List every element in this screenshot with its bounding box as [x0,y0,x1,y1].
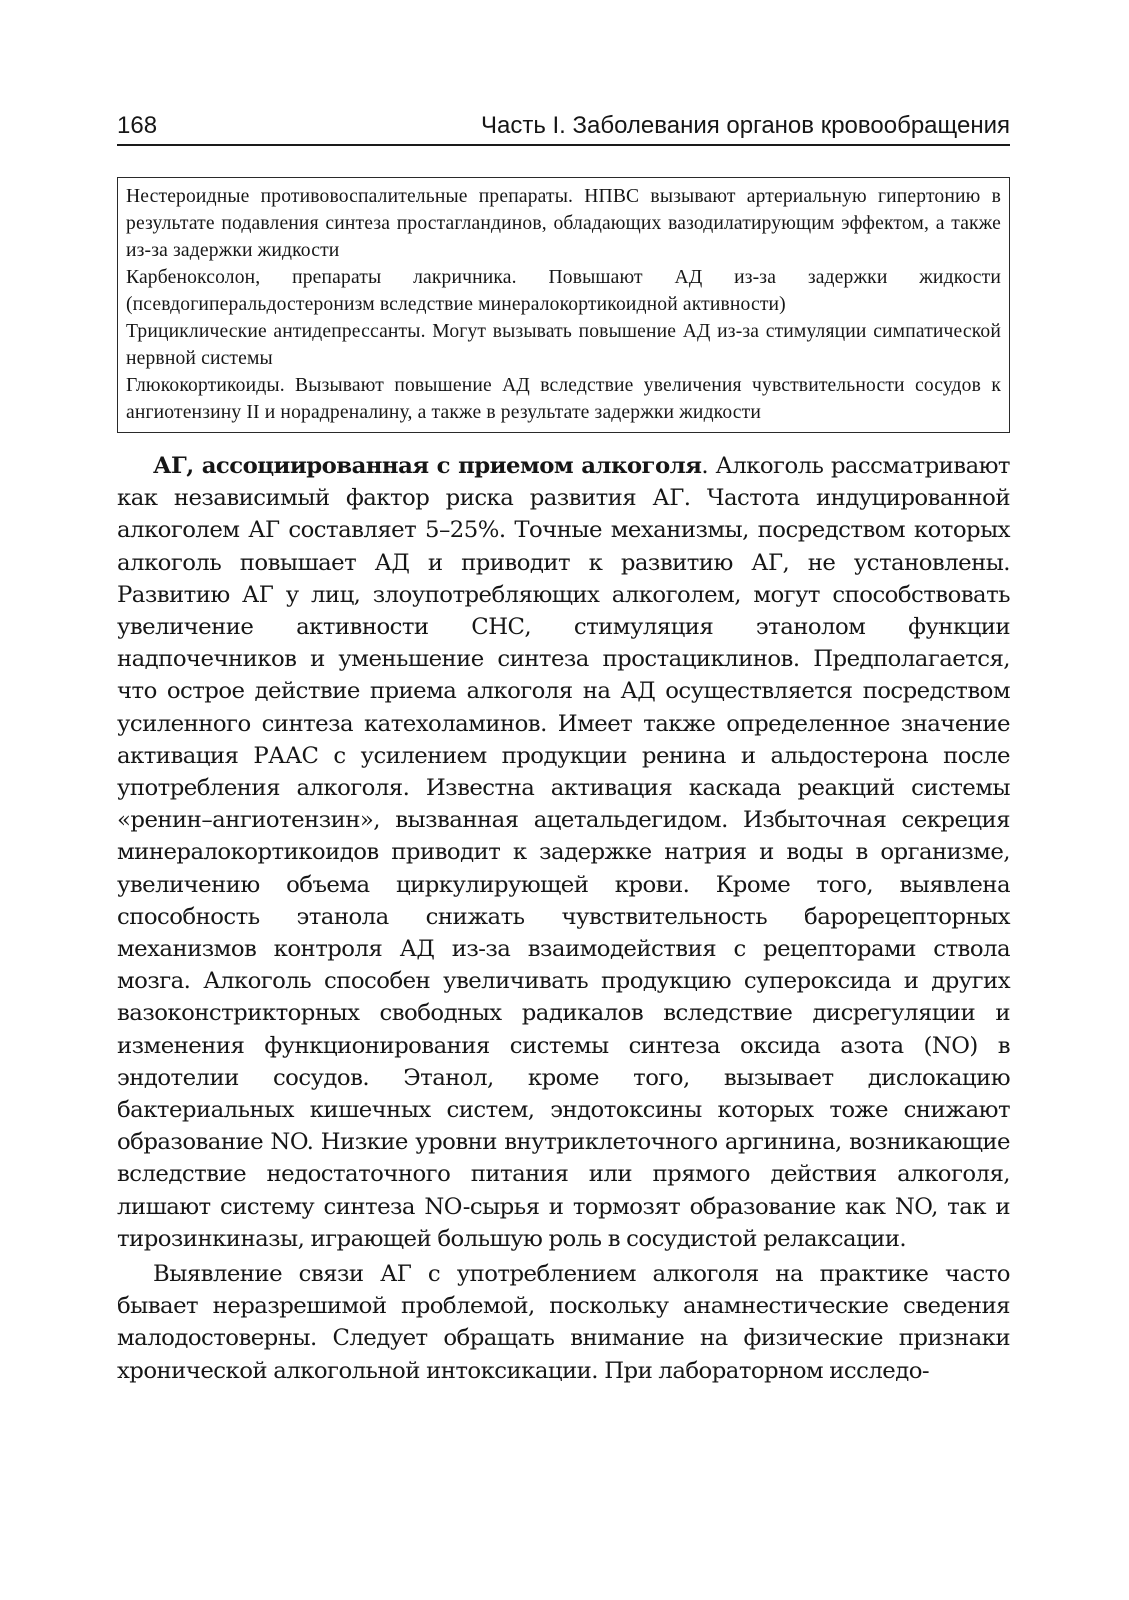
box-entry-tricyclics: Трициклические антидепрессанты. Могут вызывать повышение АД из-за стимуляции симпатической нервной системы [126,321,1001,369]
box-entry-carbenoxolone: Карбеноксолон, препараты лакричника. Повышают АД из-за задержки жидкости (псевдогиперальдостеронизм вследствие минералокортикоидной активности) [126,267,1001,315]
paragraph-text: . Алкоголь рассматривают как независимый фактор риска развития АГ. Частота индуцированной алкоголем АГ составляет 5–25%. Точные механизмы, посредством которых алкоголь повышает АД и приводит к развитию АГ, не установлены. Развитию АГ у лиц, злоупотребляющих алкоголем, могут способствовать увеличение активности СНС, стимуляция этанолом функции надпочечников и уменьшение синтеза простациклинов. Предполагается, что острое действие приема алкоголя на АД осуществляется посредством усиленного синтеза катехоламинов. Имеет также определенное значение активация РААС с усилением продукции ренина и альдостерона после употребления алкоголя. Известна активация каскада реакций системы «ренин–ангиотензин», вызванная ацетальдегидом. Избыточная секреция минералокортикоидов приводит к задержке натрия и воды в организме, увеличению объема циркулирующей крови. Кроме того, выявлена способность этанола снижать чувствительность барорецепторных механизмов контроля АД из-за взаимодействия с рецепторами ствола мозга. Алкоголь способен увеличивать продукцию супероксида и других вазоконстрикторных свободных радикалов вследствие дисрегуляции и изменения функционирования системы синтеза оксида азота (NO) в эндотелии сосудов. Этанол, кроме того, вызывает дислокацию бактериальных кишечных систем, эндотоксины которых тоже снижают образование NO. Низкие уровни внутриклеточного аргинина, возникающие вследствие недостаточного питания или прямого действия алкоголя, лишают систему синтеза NO-сырья и тормозят образование как NO, так и тирозинкиназы, играющей большую роль в сосудистой релаксации. [117,453,1010,1252]
main-text [117,450,1010,1387]
book-page [117,108,1010,1387]
page-number: 168 [117,112,158,139]
box-entry-glucocorticoids: Глюкокортикоиды. Вызывают повышение АД вследствие увеличения чувствительности сосудов к ангиотензину II и норадреналину, а также в результате задержки жидкости [126,375,1001,423]
running-header [117,108,1010,146]
paragraph-alcohol-ah [117,450,1010,1255]
box-entry-nsaids: Нестероидные противовоспалительные препараты. НПВС вызывают артериальную гипертонию в результате подавления синтеза простагландинов, обладающих вазодилатирующим эффектом, а также из-за задержки жидкости [126,186,1001,261]
paragraph-diagnosis: Выявление связи АГ с употреблением алкоголя на практике часто бывает неразрешимой проблемой, поскольку анамнестические сведения малодостоверны. Следует обращать внимание на физические признаки хронической алкогольной интоксикации. При лабораторном исследо- [117,1261,1010,1384]
paragraph-heading: АГ, ассоциированная с приемом алкоголя [153,453,702,479]
running-title: Часть I. Заболевания органов кровообращения [480,112,1010,139]
drug-list-box [117,177,1010,433]
